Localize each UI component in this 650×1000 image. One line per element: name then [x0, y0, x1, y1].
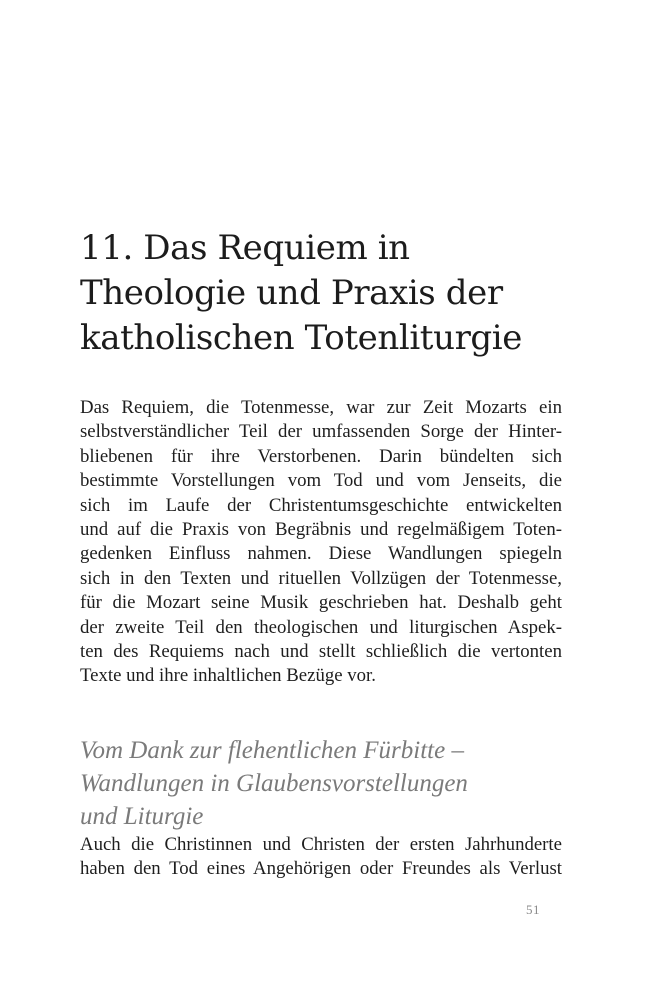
text-line: und auf die Praxis von Begräbnis und regelmäßigem Toten-	[80, 519, 562, 541]
text-line: ten des Requiems nach und stellt schließlich die vertonten	[80, 641, 562, 663]
section-paragraph	[80, 833, 562, 882]
text-line: selbstverständlicher Teil der umfassenden Sorge der Hinter-	[80, 421, 562, 443]
text-line: bliebenen für ihre Verstorbenen. Darin bündelten sich	[80, 445, 562, 467]
section-heading	[80, 734, 562, 833]
text-line: sich in den Texten und rituellen Vollzügen der Totenmesse,	[80, 567, 562, 589]
chapter-title	[80, 226, 562, 361]
chapter-title-line: 11. Das Requiem in	[80, 228, 410, 268]
text-line: Auch die Christinnen und Christen der ersten Jahrhunderte	[80, 834, 562, 855]
section-heading-line: Wandlungen in Glaubensvorstellungen	[80, 770, 468, 797]
text-line: haben den Tod eines Angehörigen oder Freundes als Verlust	[80, 858, 562, 880]
intro-paragraph	[80, 396, 562, 689]
text-line: gedenken Einfluss nahmen. Diese Wandlungen spiegeln	[80, 543, 562, 565]
text-line: bestimmte Vorstellungen vom Tod und vom Jenseits, die	[80, 470, 562, 492]
text-line: Das Requiem, die Totenmesse, war zur Zeit Mozarts ein	[80, 397, 562, 418]
chapter-title-line: Theologie und Praxis der	[80, 273, 503, 313]
text-line: der zweite Teil den theologischen und liturgischen Aspek-	[80, 616, 562, 638]
text-line: für die Mozart seine Musik geschrieben hat. Deshalb geht	[80, 592, 562, 614]
text-line: sich im Laufe der Christentumsgeschichte entwickelten	[80, 494, 562, 516]
book-page	[80, 0, 562, 1000]
section-heading-line: Vom Dank zur flehentlichen Fürbitte –	[80, 737, 464, 764]
section-heading-line: und Liturgie	[80, 803, 204, 830]
page-number: 51	[526, 902, 540, 917]
chapter-title-line: katholischen Totenliturgie	[80, 318, 522, 358]
text-line: Texte und ihre inhaltlichen Bezüge vor.	[80, 665, 376, 687]
